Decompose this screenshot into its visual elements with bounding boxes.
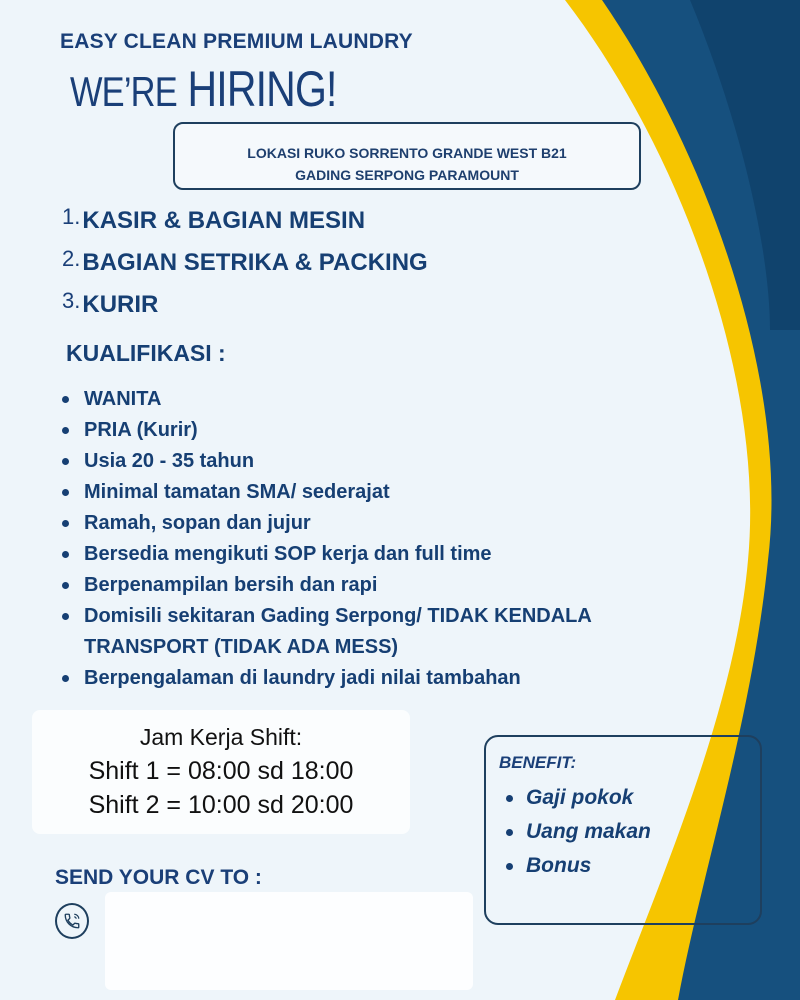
shift-box [32,710,410,834]
benefit-list [504,781,651,883]
qualification-item: WANITA [60,384,674,415]
phone-icon [55,903,89,939]
position-item [62,204,365,235]
qualification-item: Domisili sekitaran Gading Serpong/ TIDAK KENDALA TRANSPORT (TIDAK ADA MESS) [60,601,674,663]
shift-title: Jam Kerja Shift: [139,724,303,750]
send-cv-title: SEND YOUR CV TO : [55,866,262,889]
benefit-title: BENEFIT: [499,753,577,772]
location-box [173,122,641,190]
position-number: 3. [62,288,81,313]
shift-2: Shift 2 = 10:00 sd 20:00 [88,791,354,819]
benefit-item: Gaji pokok [504,781,651,815]
position-label: BAGIAN SETRIKA & PACKING [82,249,428,276]
hiring-text: HIRING! [187,61,337,117]
company-name: EASY CLEAN PREMIUM LAUNDRY [60,30,413,53]
hiring-headline [70,60,337,118]
location-line-1: LOKASI RUKO SORRENTO GRANDE WEST B21 [247,145,567,161]
contact-info-area [105,892,473,990]
qualifications-title: KUALIFIKASI : [66,340,226,366]
position-item [62,246,428,277]
position-label: KURIR [82,291,159,318]
position-label: KASIR & BAGIAN MESIN [82,207,366,234]
qualification-item: PRIA (Kurir) [60,415,674,446]
qualification-item: Berpengalaman di laundry jadi nilai tambahan [60,663,674,694]
qualification-item: Ramah, sopan dan jujur [60,508,674,539]
qualification-item: Usia 20 - 35 tahun [60,446,674,477]
position-number: 1. [62,204,81,229]
benefit-item: Bonus [504,849,651,883]
shift-1: Shift 1 = 08:00 sd 18:00 [88,757,354,785]
position-number: 2. [62,246,81,271]
qualification-item: Bersedia mengikuti SOP kerja dan full time [60,539,674,570]
position-item [62,288,158,319]
were-text: WE’RE [70,68,177,115]
qualifications-list [60,384,674,694]
qualification-item: Berpenampilan bersih dan rapi [60,570,674,601]
qualification-item: Minimal tamatan SMA/ sederajat [60,477,674,508]
benefit-item: Uang makan [504,815,651,849]
location-line-2: GADING SERPONG PARAMOUNT [295,167,519,183]
benefit-box [484,735,762,925]
